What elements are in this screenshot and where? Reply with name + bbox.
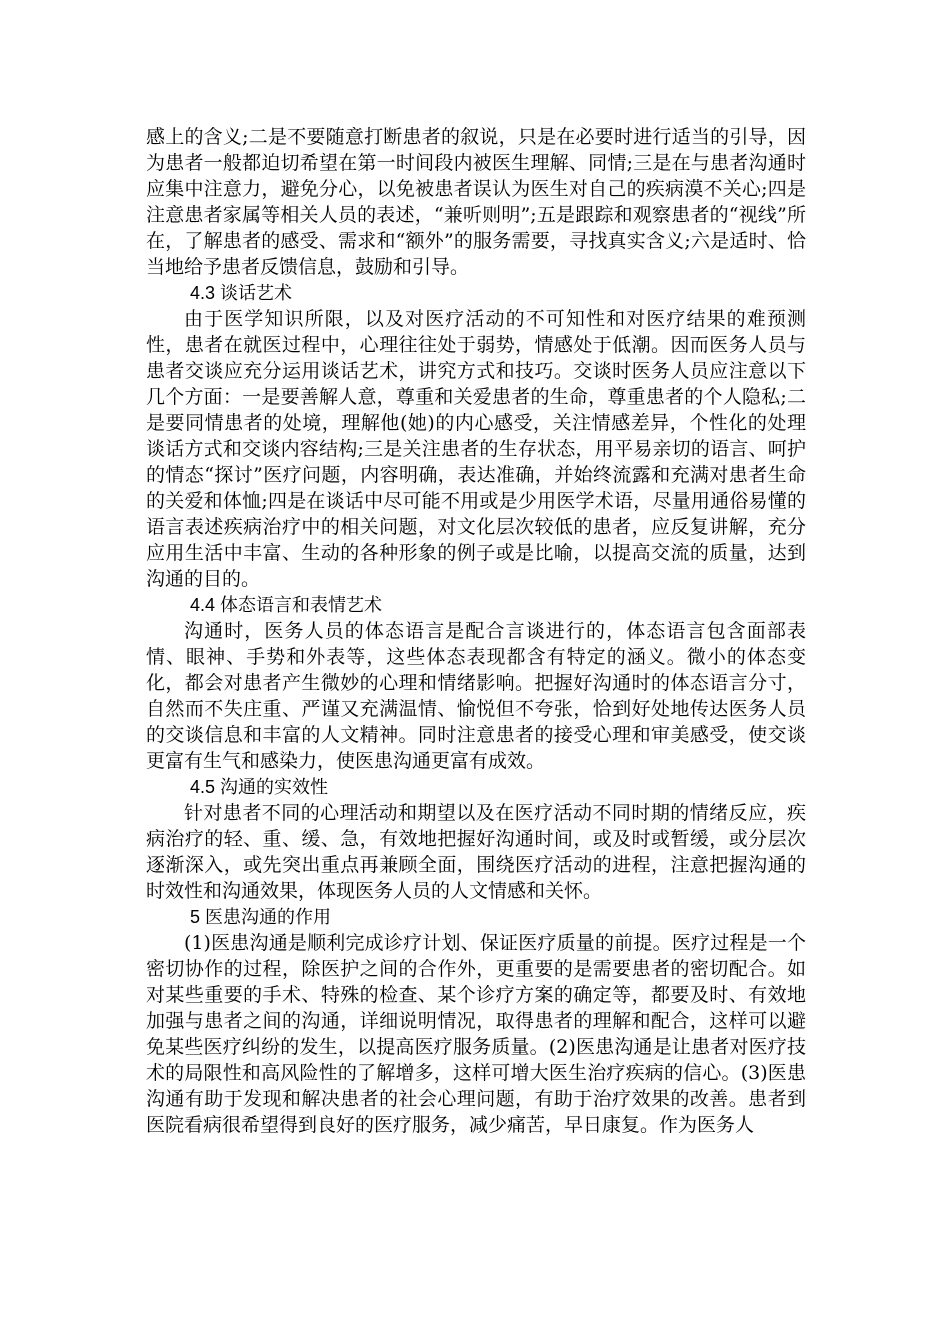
section-heading-4-5: 4.5 沟通的实效性 [190,777,329,797]
section-heading-5: 5 医患沟通的作用 [190,907,332,927]
section-body-4-3: 由于医学知识所限，以及对医疗活动的不可知性和对医疗结果的难预测性，患者在就医过程中，心理往往处于弱势，情感处于低潮。因而医务人员与患者交谈应充分运用谈话艺术，讲究方式和技巧。交谈时医务人员应注意以下几个方面：一是要善解人意，尊重和关爱患者的生命，尊重患者的个人隐私;二是要同情患者的处境，理解他(她)的内心感受，关注情感差异，个性化的处理谈话方式和交谈内容结构;三是关注患者的生存状态，用平易亲切的语言、呵护的情态“探讨”医疗问题，内容明确，表达准确，并始终流露和充满对患者生命的关爱和体恤;四是在谈话中尽可能不用或是少用医学术语，尽量用通俗易懂的语言表述疾病治疗中的相关问题，对文化层次较低的患者，应反复讲解，充分应用生活中丰富、生动的各种形象的例子或是比喻，以提高交流的质量，达到沟通的目的。 [146,308,806,590]
section-heading-4-4: 4.4 体态语言和表情艺术 [190,595,383,615]
section-body-4-4: 沟通时，医务人员的体态语言是配合言谈进行的，体态语言包含面部表情、眼神、手势和外表等，这些体态表现都含有特定的涵义。微小的体态变化，都会对患者产生微妙的心理和情绪影响。把握好沟通时的体态语言分寸，自然而不失庄重、严谨又充满温情、愉悦但不夸张，恰到好处地传达医务人员的交谈信息和丰富的人文精神。同时注意患者的接受心理和审美感受，使交谈更富有生气和感染力，使医患沟通更富有成效。 [146,620,806,772]
continued-paragraph: 感上的含义;二是不要随意打断患者的叙说，只是在必要时进行适当的引导，因为患者一般都迫切希望在第一时间段内被医生理解、同情;三是在与患者沟通时应集中注意力，避免分心，以免被患者误认为医生对自己的疾病漠不关心;四是注意患者家属等相关人员的表述，“兼听则明”;五是跟踪和观察患者的“视线”所在，了解患者的感受、需求和“额外”的服务需要，寻找真实含义;六是适时、恰当地给予患者反馈信息，鼓励和引导。 [146,126,806,278]
document-page [146,124,806,1138]
section-body-4-5: 针对患者不同的心理活动和期望以及在医疗活动不同时期的情绪反应，疾病治疗的轻、重、缓、急，有效地把握好沟通时间，或及时或暂缓，或分层次逐渐深入，或先突出重点再兼顾全面，围绕医疗活动的进程，注意把握沟通的时效性和沟通效果，体现医务人员的人文情感和关怀。 [146,802,806,902]
section-heading-4-3: 4.3 谈话艺术 [190,283,293,303]
section-body-5: (1)医患沟通是顺利完成诊疗计划、保证医疗质量的前提。医疗过程是一个密切协作的过程，除医护之间的合作外，更重要的是需要患者的密切配合。如对某些重要的手术、特殊的检查、某个诊疗方案的确定等，都要及时、有效地加强与患者之间的沟通，详细说明情况，取得患者的理解和配合，这样可以避免某些医疗纠纷的发生，以提高医疗服务质量。(2)医患沟通是让患者对医疗技术的局限性和高风险性的了解增多，这样可增大医生治疗疾病的信心。(3)医患沟通有助于发现和解决患者的社会心理问题，有助于治疗效果的改善。患者到医院看病很希望得到良好的医疗服务，减少痛苦，早日康复。作为医务人 [146,932,806,1136]
